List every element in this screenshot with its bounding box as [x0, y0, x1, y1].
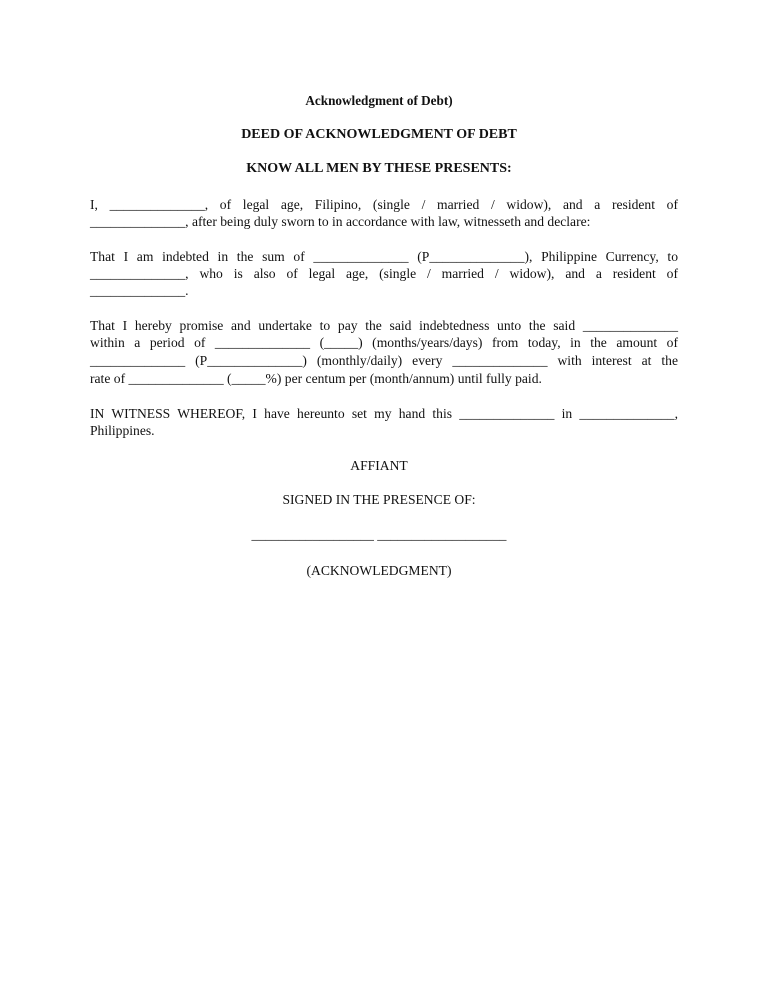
- paragraph-2-line-2: ______________, who is also of legal age, (single / married / widow), and a resident of: [90, 266, 678, 281]
- signed-presence-label: SIGNED IN THE PRESENCE OF:: [282, 492, 476, 507]
- paragraph-3-line-3: ______________ (P______________) (monthly/daily) every ______________ with interest at the: [90, 353, 678, 368]
- paragraph-3-line-4: rate of ______________ (_____%) per centum per (month/annum) until fully paid.: [90, 371, 542, 386]
- paragraph-3-line-1: That I hereby promise and undertake to pay the said indebtedness unto the said ______________: [90, 318, 678, 333]
- paragraph-1-line-1: I, ______________, of legal age, Filipino, (single / married / widow), and a resident of: [90, 197, 678, 212]
- paragraph-4-line-1: IN WITNESS WHEREOF, I have hereunto set my hand this ______________ in ______________,: [90, 406, 678, 421]
- document-heading: Acknowledgment of Debt): [305, 93, 453, 108]
- acknowledgment-label: (ACKNOWLEDGMENT): [306, 563, 452, 578]
- paragraph-2-line-3: ______________.: [90, 283, 189, 298]
- paragraph-1-line-2: ______________, after being duly sworn to in accordance with law, witnesseth and declare:: [90, 214, 591, 229]
- paragraph-3-line-2: within a period of ______________ (_____) (months/years/days) from today, in the amount of: [90, 335, 678, 350]
- paragraph-2-line-1: That I am indebted in the sum of ______________ (P______________), Philippine Currency, to: [90, 249, 678, 264]
- salutation: KNOW ALL MEN BY THESE PRESENTS:: [246, 161, 512, 176]
- paragraph-4-line-2: Philippines.: [90, 423, 155, 438]
- affiant-label: AFFIANT: [350, 458, 408, 473]
- document-title: DEED OF ACKNOWLEDGMENT OF DEBT: [241, 127, 517, 142]
- witness-signature-lines: __________________ ___________________: [251, 527, 507, 542]
